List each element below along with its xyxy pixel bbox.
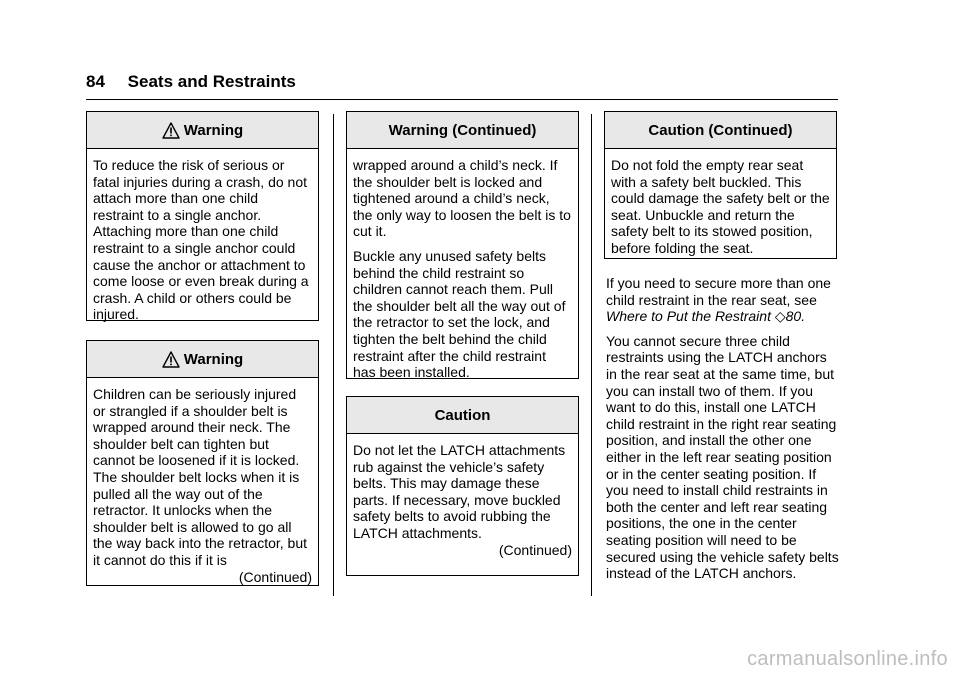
caution-box bbox=[346, 396, 579, 576]
page-reference-icon: ◇ bbox=[774, 308, 786, 325]
warning-text: wrapped around a child’s neck. If the shoulder belt is locked and tightened around a child’s neck, the only way to loosen the belt is to cut it. bbox=[353, 157, 571, 240]
caution-continued-box bbox=[604, 111, 837, 259]
section-title: Seats and Restraints bbox=[127, 72, 296, 91]
cross-reference-title: Where to Put the Restraint bbox=[606, 308, 771, 325]
warning-box-2 bbox=[86, 340, 319, 586]
latch-paragraph: You cannot secure three child restraints using the LATCH anchors in the rear seat at the same time, but you can install two of them. If you want to do this, install one LATCH child restraint in the right rear seating position, and install the other one either in the left rear seating position or in the center seating position. If you need to install child restraints in both the center and left rear seating positions, the one in the center seating position will need to be secured using the vehicle safety belts instead of the LATCH anchors. bbox=[606, 332, 839, 582]
warning-title-text: Warning bbox=[183, 121, 244, 139]
page-number: 84 bbox=[86, 72, 105, 91]
caution-continued-body bbox=[605, 149, 836, 257]
paragraph-text: If you need to secure more than one child restraint in the rear seat, see bbox=[606, 275, 831, 308]
column-divider-2 bbox=[591, 114, 592, 596]
site-watermark: carmanualsonline.info bbox=[747, 648, 948, 670]
warning-continued-box bbox=[346, 111, 579, 379]
header-rule bbox=[86, 99, 838, 100]
warning-text: Buckle any unused safety belts behind the child restraint so children cannot reach them. Pull the shoulder belt all the way out of the retractor to set the lock, and tighten the belt behind the child restraint after the child restraint has been installed. bbox=[353, 247, 566, 381]
caution-body bbox=[347, 434, 578, 558]
continued-label: (Continued) bbox=[498, 541, 572, 558]
body-text-block bbox=[606, 275, 840, 590]
warning-continued-title: Warning (Continued) bbox=[347, 112, 578, 149]
column-divider-1 bbox=[333, 114, 334, 596]
warning-triangle-icon bbox=[162, 122, 180, 139]
warning-box-body bbox=[87, 378, 318, 585]
continued-label: (Continued) bbox=[238, 568, 312, 585]
warning-box-title bbox=[87, 341, 318, 378]
warning-title-text: Warning bbox=[183, 350, 244, 368]
caution-continued-title: Caution (Continued) bbox=[605, 112, 836, 149]
cross-reference-link[interactable] bbox=[606, 308, 805, 324]
page-header bbox=[86, 72, 296, 92]
warning-text: To reduce the risk of serious or fatal injuries during a crash, do not attach more than one child restraint to a single anchor. Attaching more than one child restraint to a single anchor could cause the anchor or attachment to come loose or even break during a crash. A child or others could be injured. bbox=[93, 157, 309, 323]
caution-text: Do not fold the empty rear seat with a safety belt buckled. This could damage the safety belt or the seat. Unbuckle and return the safety belt to its stowed position, before folding the seat. bbox=[611, 157, 830, 256]
caution-text: Do not let the LATCH attachments rub against the vehicle’s safety belts. This may damage these parts. If necessary, move buckled safety belts to avoid rubbing the LATCH attachments. bbox=[353, 442, 566, 541]
warning-continued-body bbox=[347, 149, 578, 381]
warning-triangle-icon bbox=[162, 351, 180, 368]
warning-box-1 bbox=[86, 111, 319, 321]
warning-text: Children can be seriously injured or strangled if a shoulder belt is wrapped around their neck. The shoulder belt can tighten but cannot be loosened if it is locked. The shoulder belt locks when it is pulled all the way out of the retractor. It unlocks when the shoulder belt is allowed to go all the way back into the retractor, but it cannot do this if it is bbox=[93, 386, 308, 568]
caution-title: Caution bbox=[347, 397, 578, 434]
warning-box-body bbox=[87, 149, 318, 323]
warning-box-title bbox=[87, 112, 318, 149]
restraint-paragraph bbox=[606, 275, 840, 325]
page-reference-number: 80. bbox=[785, 308, 806, 325]
